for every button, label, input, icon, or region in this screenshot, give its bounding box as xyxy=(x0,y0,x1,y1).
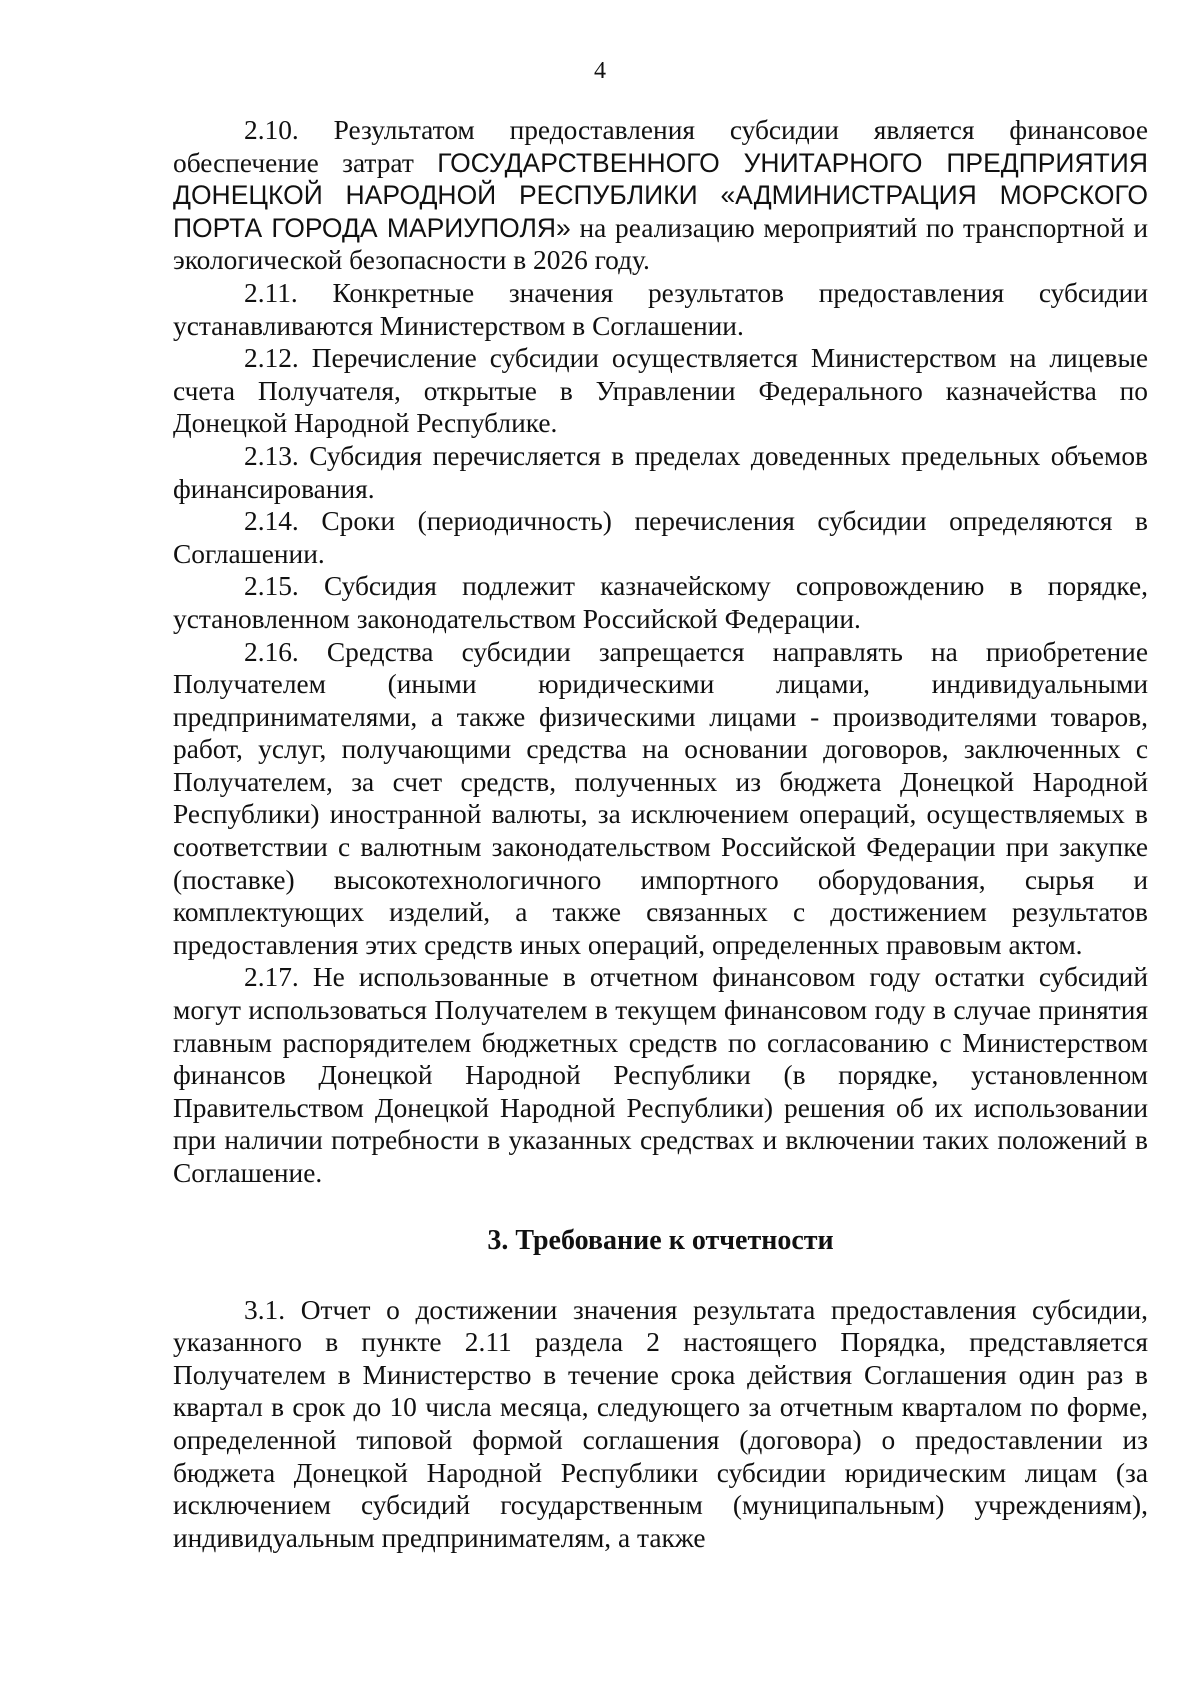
paragraph-2-11: 2.11. Конкретные значения результатов предоставления субсидии устанавливаются Министерством в Соглашении. xyxy=(173,277,1148,341)
section-3-title: 3. Требование к отчетности xyxy=(487,1224,834,1256)
paragraph-2-12: 2.12. Перечисление субсидии осуществляется Министерством на лицевые счета Получателя, открытые в Управлении Федерального казначейства по Донецкой Народной Республике. xyxy=(173,343,1148,439)
paragraph-2-10-text-after: на реализацию мероприятий по транспортной и экологической безопасности в 2026 году. xyxy=(173,212,1148,276)
paragraph-2-10-text-before: 2.10. Результатом предоставления субсидии является финансовое обеспечение затрат xyxy=(173,115,1148,178)
paragraph-2-16: 2.16. Средства субсидии запрещается направлять на приобретение Получателем (иными юридическими лицами, индивидуальными предпринимателями, а также физическими лицами - производителями товаров, работ, услуг, получающими средства на основании договоров, заключенных с Получателем, за счет средств, полученных из бюджета Донецкой Народной Республики) иностранной валюты, за исключением операций, осуществляемых в соответствии с валютным законодательством Российской Федерации при закупке (поставке) высокотехнологичного импортного оборудования, сырья и комплектующих изделий, а также связанных с достижением результатов предоставления этих средств иных операций, определенных правовым актом. xyxy=(173,636,1148,960)
paragraph-2-13: 2.13. Субсидия перечисляется в пределах доведенных предельных объемов финансирования. xyxy=(173,440,1148,504)
paragraph-2-14: 2.14. Сроки (периодичность) перечисления субсидии определяются в Соглашении. xyxy=(173,506,1148,569)
document-body xyxy=(173,114,1148,1554)
paragraph-2-17: 2.17. Не использованные в отчетном финансовом году остатки субсидий могут использоваться Получателем в текущем финансовом году в случае принятия главным распорядителем бюджетных средств по согласованию с Министерством финансов Донецкой Народной Республики (в порядке, установленном Правительством Донецкой Народной Республики) решения об их использовании при наличии потребности в указанных средствах и включении таких положений в Соглашение. xyxy=(173,962,1148,1188)
paragraph-2-10 xyxy=(173,114,1148,277)
organization-name: ГОСУДАРСТВЕННОГО УНИТАРНОГО ПРЕДПРИЯТИЯ ДОНЕЦКОЙ НАРОДНОЙ РЕСПУБЛИКИ «АДМИНИСТРАЦИЯ МОРСКОГО ПОРТА ГОРОДА МАРИУПОЛЯ» xyxy=(173,147,1148,243)
paragraph-3-1: 3.1. Отчет о достижении значения результата предоставления субсидии, указанного в пункте 2.11 раздела 2 настоящего Порядка, представляется Получателем в Министерство в течение срока действия Соглашения один раз в квартал в срок до 10 числа месяца, следующего за отчетным кварталом по форме, определенной типовой формой соглашения (договора) о предоставлении из бюджета Донецкой Народной Республики субсидии юридическим лицам (за исключением субсидий государственным (муниципальным) учреждениям), индивидуальным предпринимателям, а также xyxy=(173,1294,1148,1553)
page-number: 4 xyxy=(594,58,606,84)
paragraph-2-15: 2.15. Субсидия подлежит казначейскому сопровождению в порядке, установленном законодательством Российской Федерации. xyxy=(173,571,1148,634)
